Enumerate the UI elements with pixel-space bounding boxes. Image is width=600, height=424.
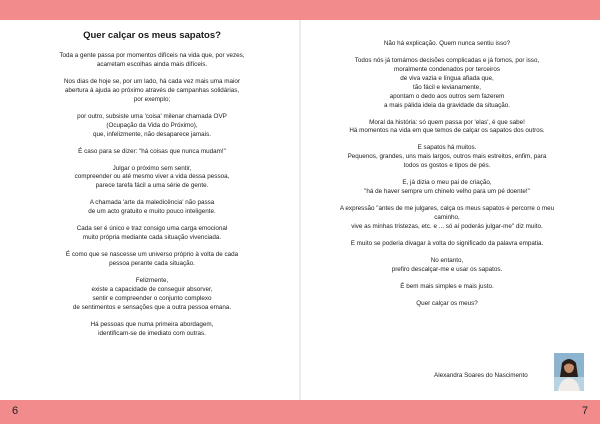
text-line: E muito se poderia divagar à volta do significado da palavra empatia. [350,239,544,247]
text-line: parece tarefa fácil a uma série de gente. [95,182,209,190]
text-line: de um acto gratuito e muito pouco inteligente. [88,208,216,216]
text-line: Pequenos, grandes, uns mais largos, outros mais estreitos, enfim, para [347,153,547,161]
text-line: sentir e compreender o conjunto complexo [92,294,212,302]
text-line: Moral da história: só quem passa por 'elas', é que sabe! [369,118,525,126]
right-paragraph [316,179,578,197]
right-paragraph [316,57,578,110]
text-line: A expressão "antes de me julgares, calça os meus sapatos e percorre o meu [339,205,555,213]
author-signature [426,353,586,393]
right-paragraph [316,300,578,309]
top-color-band [0,0,600,20]
text-line: acarretam escolhas ainda mais difíceis. [96,60,208,68]
article-title: Quer calçar os meus sapatos? [83,30,221,41]
right-paragraph [316,283,578,292]
left-paragraph [28,113,276,140]
right-paragraphs [316,40,578,309]
text-line: compreender ou até mesmo viver a vida dessa pessoa, [74,173,230,181]
page-gutter [299,20,301,400]
right-page-column [316,40,578,317]
right-paragraph [316,257,578,275]
text-line: Nos dias de hoje se, por um lado, há cada vez mais uma maior [63,77,241,85]
text-line: É como que se nascesse um universo próprio à volta de cada [65,251,239,259]
text-line: Há pessoas que numa primeira abordagem, [90,320,214,328]
page-number-left: 6 [12,405,19,417]
page-number-right: 7 [581,405,588,417]
left-paragraphs [28,52,276,339]
text-line: Toda a gente passa por momentos difíceis na vida que, por vezes, [59,52,245,59]
left-paragraph [28,52,276,70]
text-line: (Ocupação da Vida do Próximo), [106,121,198,129]
left-paragraph [28,148,276,157]
text-line: por outro, subsiste uma 'coisa' milenar chamada OVP [77,112,227,120]
text-line: Quer calçar os meus? [416,299,478,307]
left-paragraph [28,165,276,192]
author-name: Alexandra Soares do Nascimento [434,372,528,379]
text-line: Todos nós já tomámos decisões complicadas e já fomos, por isso, [354,57,540,64]
bottom-color-band [0,400,600,424]
right-paragraph [316,40,578,49]
text-line: Há momentos na vida em que temos de calçar os sapatos dos outros. [349,127,545,135]
text-line: que, infelizmente, não desaparece jamais. [93,130,211,138]
right-paragraph [316,240,578,249]
text-line: prefiro descalçar-me e usar os sapatos. [391,265,503,273]
text-line: vive as minhas tristezas, etc. e ... só aí poderás julgar-me" diz muito. [351,222,543,230]
text-line: identificam-se de imediato com outras. [98,329,206,337]
text-line: muito própria mediante cada situação vivenciada. [82,234,222,242]
author-photo [554,353,584,391]
text-line: tão fácil e levianamente, [413,83,481,91]
left-page-column [28,30,276,347]
text-line: A chamada 'arte da maledicência' não passa [89,199,215,207]
text-line: por exemplo; [133,95,171,103]
text-line: moralmente condenados por terceiros [393,65,501,73]
text-line: abertura à ajuda ao próximo através de campanhas solidárias, [64,86,240,94]
text-line: É bem mais simples e mais justo. [400,282,494,290]
left-paragraph [28,251,276,269]
text-line: E sapatos há muitos. [417,144,477,152]
text-line: "há de haver sempre um chinelo velho para um pé doente!" [364,188,530,196]
text-line: É caso para se dizer: "há coisas que nunca mudam!" [78,147,226,155]
left-paragraph [28,225,276,243]
text-line: E, já dizia o meu pai de criação, [402,179,492,187]
text-line: apontam o dedo aos outros sem fazerem [389,92,505,100]
right-paragraph [316,144,578,171]
right-paragraph [316,205,578,232]
left-paragraph [28,199,276,217]
text-line: de sentimentos e sensações que a outra pessoa emana. [72,303,232,311]
text-line: Julgar o próximo sem sentir, [112,164,192,172]
text-line: Felizmente, [135,277,169,285]
text-line: a mais pálida ideia da gravidade da situação. [383,101,511,109]
text-line: caminho, [434,214,460,222]
text-line: Não há explicação. Quem nunca sentiu isso? [383,40,511,47]
text-line: Cada ser é único e traz consigo uma carga emocional [76,225,228,233]
text-line: pessoa perante cada situação. [109,260,195,268]
text-line: de viva vazia e língua afiada que, [400,74,494,82]
text-line: No entanto, [430,256,464,264]
text-line: existe a capacidade de conseguir absorver, [91,285,213,293]
right-paragraph [316,119,578,137]
left-paragraph [28,277,276,313]
left-paragraph [28,78,276,105]
text-line: todos os gostos e tipos de pés. [403,162,491,170]
left-paragraph [28,321,276,339]
